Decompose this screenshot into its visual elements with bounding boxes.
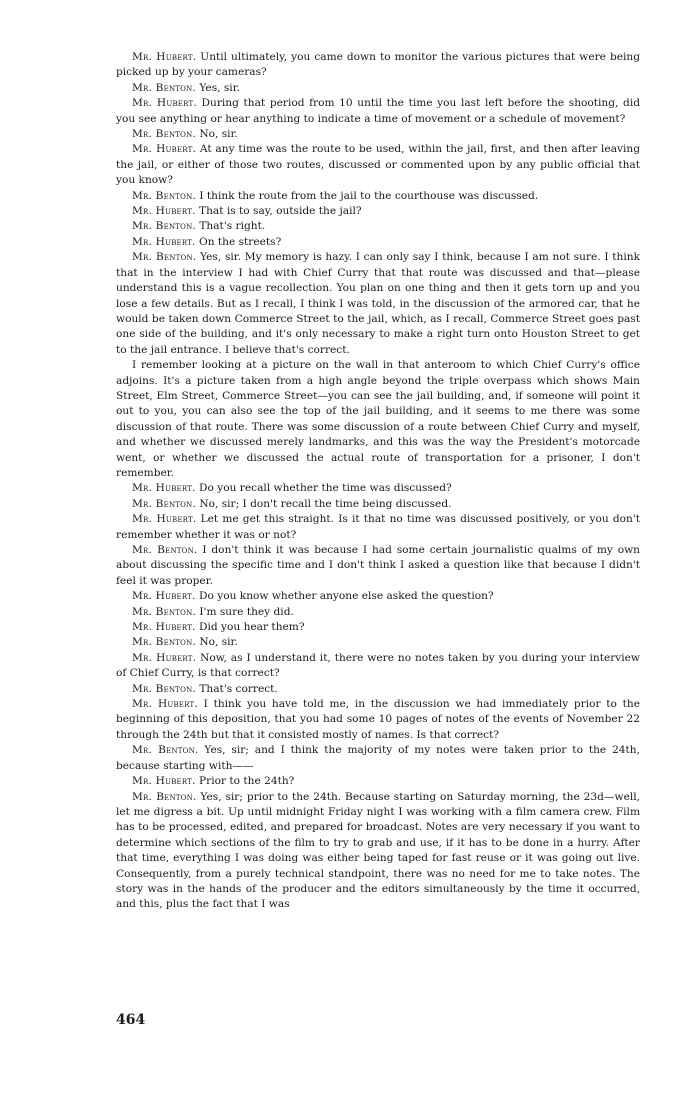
speech-text: Yes, sir; and I think the majority of my notes were taken prior to the 24th, because starting with——	[116, 744, 640, 772]
testimony-paragraph	[116, 219, 640, 234]
speech-text: I remember looking at a picture on the wall in that anteroom to which Chief Curry's office adjoins. It's a picture taken from a high angle beyond the triple overpass which shows Main Street, Elm Street, Commerce Street—you can see the jail building, and, if someone will point it out to you, you can also see the top of the jail building, and it seems to me there was some discussion of that route. There was some discussion of a route between Chief Curry and myself, and whether we discussed merely landmarks, and this was the way the President's motorcade went, or whether we discussed the actual route of transportation for a prisoner, I don't remember.	[116, 359, 640, 479]
testimony-paragraph	[116, 142, 640, 188]
speaker-name: Mr. Benton.	[132, 682, 196, 695]
speech-text: No, sir.	[195, 636, 238, 649]
testimony-paragraph	[116, 96, 640, 127]
speech-text: That's right.	[195, 220, 266, 233]
speech-text: No, sir; I don't recall the time being discussed.	[195, 497, 452, 510]
testimony-paragraph	[116, 497, 640, 512]
speaker-name: Mr. Hubert.	[132, 143, 197, 156]
speaker-name: Mr. Benton.	[132, 220, 196, 233]
speaker-name: Mr. Hubert.	[132, 698, 198, 711]
speaker-name: Mr. Hubert.	[132, 235, 196, 248]
speaker-name: Mr. Hubert.	[132, 513, 197, 526]
speech-text: Until ultimately, you came down to monitor the various pictures that were being picked up by your cameras?	[116, 51, 640, 79]
testimony-paragraph	[116, 358, 640, 481]
speaker-name: Mr. Benton.	[132, 636, 196, 649]
testimony-paragraph	[116, 235, 640, 250]
speaker-name: Mr. Hubert.	[132, 482, 196, 495]
testimony-paragraph	[116, 651, 640, 682]
testimony-paragraph	[116, 774, 640, 789]
testimony-paragraph	[116, 743, 640, 774]
speech-text: That is to say, outside the jail?	[195, 205, 362, 218]
speaker-name: Mr. Hubert.	[132, 775, 196, 788]
speaker-name: Mr. Benton.	[132, 544, 198, 556]
speaker-name: Mr. Benton.	[132, 81, 196, 94]
testimony-paragraph	[116, 605, 640, 620]
speaker-name: Mr. Hubert.	[132, 590, 196, 603]
speech-text: Do you know whether anyone else asked the question?	[195, 590, 494, 603]
speech-text: Prior to the 24th?	[195, 775, 295, 788]
testimony-paragraph	[116, 543, 640, 589]
speech-text: I think you have told me, in the discussion we had immediately prior to the beginning of this deposition, that you had some 10 pages of notes of the events of November 22 through the 24th but that it consisted mostly of names. Is that correct?	[116, 698, 640, 741]
testimony-paragraph	[116, 697, 640, 743]
testimony-paragraph	[116, 790, 640, 913]
testimony-paragraph	[116, 620, 640, 635]
speaker-name: Mr. Benton.	[132, 189, 196, 202]
testimony-paragraph	[116, 204, 640, 219]
speech-text: At any time was the route to be used, within the jail, first, and then after leaving the jail, or either of those two routes, discussed or commented upon by any public official that you know?	[116, 143, 640, 187]
speech-text: I think the route from the jail to the courthouse was discussed.	[195, 189, 539, 202]
speaker-name: Mr. Benton.	[132, 790, 197, 803]
transcript-body	[116, 50, 640, 913]
speech-text: Did you hear them?	[195, 621, 305, 634]
testimony-paragraph	[116, 81, 640, 96]
speech-text: I'm sure they did.	[195, 605, 294, 618]
speaker-name: Mr. Hubert.	[132, 97, 197, 110]
testimony-paragraph	[116, 635, 640, 650]
testimony-paragraph	[116, 50, 640, 81]
speaker-name: Mr. Benton.	[132, 744, 199, 757]
speech-text: Do you recall whether the time was discussed?	[195, 482, 452, 495]
page-number: 464	[116, 1012, 146, 1028]
speech-text: Let me get this straight. Is it that no time was discussed positively, or you don't remember whether it was or not?	[116, 513, 640, 541]
speech-text: That's correct.	[195, 682, 278, 695]
speaker-name: Mr. Benton.	[132, 251, 197, 264]
speech-text: No, sir.	[195, 128, 238, 141]
speaker-name: Mr. Benton.	[132, 605, 196, 618]
testimony-paragraph	[116, 250, 640, 358]
speech-text: Yes, sir. My memory is hazy. I can only say I think, because I am not sure. I think that in the interview I had with Chief Curry that that route was discussed and that—please understand this is a vague recollection. You plan on one thing and then it gets torn up and you lose a few details. But as I recall, I think I was told, in the discussion of the armored car, that he would be taken down Commerce Street to the jail, which, as I recall, Commerce Street goes past one side of the building, and it's only necessary to make a right turn onto Houston Street to get to the jail entrance. I believe that's correct.	[116, 251, 640, 356]
speech-text: Yes, sir; prior to the 24th. Because starting on Saturday morning, the 23d—well, let me digress a bit. Up until midnight Friday night I was working with a film camera crew. Film has to be processed, edited, and prepared for broadcast. Notes are very necessary if you want to determine which sections of the film to try to grab and use, if it has to be done in a hurry. After that time, everything I was doing was either being taped for fast reuse or it was going out live. Consequently, from a purely technical standpoint, there was no need for me to take notes. The story was in the hands of the producer and the editors simultaneously by the time it occurred, and this, plus the fact that I was	[116, 790, 640, 911]
speech-text: Yes, sir.	[195, 81, 240, 94]
testimony-paragraph	[116, 512, 640, 543]
speaker-name: Mr. Hubert.	[132, 51, 197, 63]
speaker-name: Mr. Benton.	[132, 128, 196, 141]
speech-text: Now, as I understand it, there were no notes taken by you during your interview of Chief Curry, is that correct?	[116, 651, 640, 680]
testimony-paragraph	[116, 682, 640, 697]
speech-text: During that period from 10 until the time you last left before the shooting, did you see anything or hear anything to indicate a time of movement or a schedule of movement?	[116, 97, 640, 125]
speaker-name: Mr. Hubert.	[132, 621, 196, 634]
speaker-name: Mr. Benton.	[132, 497, 196, 510]
speech-text: I don't think it was because I had some certain journalistic qualms of my own about discussing the specific time and I don't think I asked a question like that because I didn't feel it was proper.	[116, 544, 640, 587]
testimony-paragraph	[116, 127, 640, 142]
speech-text: On the streets?	[195, 235, 282, 248]
testimony-paragraph	[116, 189, 640, 204]
testimony-paragraph	[116, 589, 640, 604]
testimony-paragraph	[116, 481, 640, 496]
speaker-name: Mr. Hubert.	[132, 205, 196, 218]
speaker-name: Mr. Hubert.	[132, 651, 197, 664]
